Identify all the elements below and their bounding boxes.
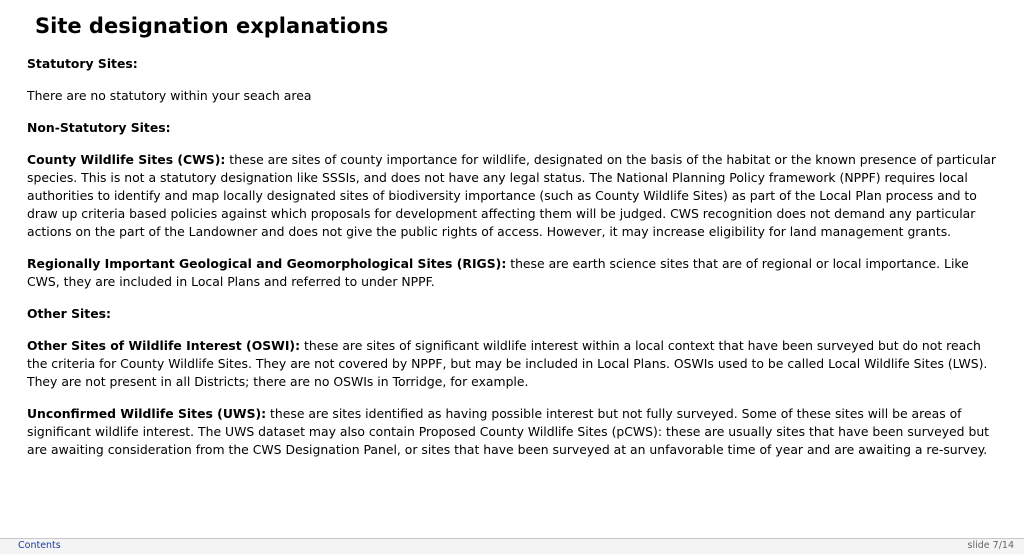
page-title: Site designation explanations bbox=[35, 14, 389, 38]
other-sites-heading: Other Sites: bbox=[27, 306, 111, 321]
content-body bbox=[27, 55, 999, 473]
contents-link[interactable]: Contents bbox=[18, 540, 61, 551]
cws-paragraph bbox=[27, 151, 999, 241]
statutory-sites-text: There are no statutory within your seach area bbox=[27, 88, 312, 103]
rigs-paragraph bbox=[27, 255, 999, 291]
oswi-text: these are sites of significant wildlife interest within a local context that have been surveyed but do not reach the criteria for County Wildlife Sites. They are not covered by NPPF, but may be included in Local Plans. OSWIs used to be called Local Wildlife Sites (LWS). They are not present in all Districts; there are no OSWIs in Torridge, for example. bbox=[27, 338, 988, 389]
cws-term: County Wildlife Sites (CWS): bbox=[27, 152, 226, 167]
uws-paragraph bbox=[27, 405, 999, 459]
rigs-term: Regionally Important Geological and Geomorphological Sites (RIGS): bbox=[27, 256, 507, 271]
oswi-term: Other Sites of Wildlife Interest (OSWI): bbox=[27, 338, 301, 353]
uws-term: Unconfirmed Wildlife Sites (UWS): bbox=[27, 406, 267, 421]
cws-text: these are sites of county importance for wildlife, designated on the basis of the habitat or the known presence of particular species. This is not a statutory designation like SSSIs, and does not have any legal status. The National Planning Policy framework (NPPF) requires local authorities to identify and map locally designated sites of biodiversity importance (such as County Wildlife Sites) as part of the Local Plan process and to draw up criteria based policies against which proposals for development affecting them will be judged. CWS recognition does not demand any particular actions on the part of the Landowner and does not give the public rights of access. However, it may increase eligibility for land management grants. bbox=[27, 152, 996, 239]
oswi-paragraph bbox=[27, 337, 999, 391]
rigs-text: these are earth science sites that are of regional or local importance. Like CWS, they are included in Local Plans and referred to under NPPF. bbox=[27, 256, 969, 289]
non-statutory-sites-heading: Non-Statutory Sites: bbox=[27, 120, 171, 135]
uws-text: these are sites identified as having possible interest but not fully surveyed. Some of these sites will be areas of significant wildlife interest. The UWS dataset may also contain Proposed County Wildlife Sites (pCWS): these are usually sites that have been surveyed but are awaiting consideration from the CWS Designation Panel, or sites that have been surveyed at an unfavorable time of year and are awaiting a re-survey. bbox=[27, 406, 990, 457]
footer-bar bbox=[0, 538, 1024, 554]
statutory-sites-heading: Statutory Sites: bbox=[27, 56, 138, 71]
slide-counter: slide 7/14 bbox=[967, 540, 1014, 551]
